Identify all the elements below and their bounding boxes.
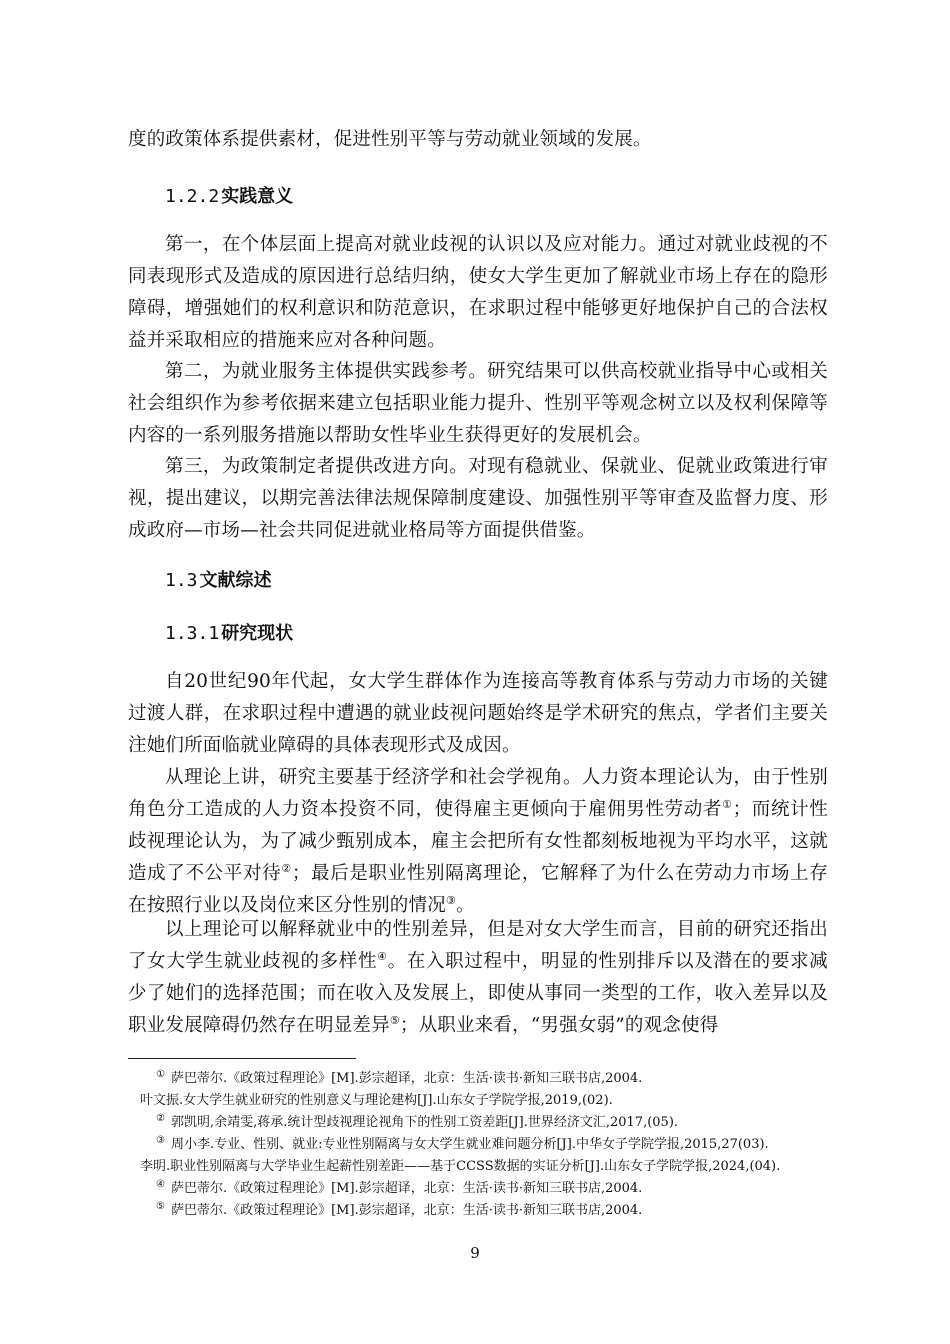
- section-heading-1-3-1: [165, 619, 293, 645]
- section-number: 1.3: [165, 570, 198, 591]
- paragraph-research-intro: 自20世纪90年代起，女大学生群体作为连接高等教育体系与劳动力市场的关键过渡人群，在求职过程中遭遇的就业歧视问题始终是学术研究的焦点，学者们主要关注她们所面临就业障碍的具体表现形式及成因。: [128, 671, 828, 756]
- footnote-ref[interactable]: ④: [377, 949, 388, 963]
- paragraph-third: 第三，为政策制定者提供改进方向。对现有稳就业、保就业、促就业政策进行审视，提出建议，以期完善法律法规保障制度建设、加强性别平等审查及监督力度、形成政府—市场—社会共同促进就业格局等方面提供借鉴。: [128, 456, 828, 541]
- footnote-mark: ⑤: [156, 1200, 165, 1212]
- text-run: ；从职业来看，“男强女弱”的观念使得: [399, 1015, 719, 1036]
- footnote-item: [140, 1090, 860, 1112]
- footnote-text: 叶文振.女大学生就业研究的性别意义与理论建构[J].山东女子学院学报,2019,(02).: [140, 1093, 613, 1108]
- text-run: ；最后是职业性别隔离理论，它解释了为什么在劳动力市场上存在按照行业以及岗位来区分性别的情况: [128, 863, 829, 916]
- footnote-item: [140, 1200, 860, 1222]
- text-run: 以上理论可以解释就业中的性别差异，但是对女大学生而言，目前的研究还指出了女大学生就业歧视的多样性: [128, 919, 828, 972]
- footnote-list: [140, 1068, 860, 1222]
- text-run: 。在入职过程中，明显的性别排斥以及潜在的要求减少了她们的选择范围；而在收入及发展上，即使从事同一类型的工作，收入差异以及职业发展障碍仍然存在明显差异: [128, 951, 828, 1036]
- section-heading-1-3: [165, 566, 272, 592]
- paragraph-theory: [128, 762, 828, 922]
- footnote-item: [140, 1112, 860, 1134]
- section-number: 1.3.1: [165, 623, 220, 644]
- footnote-item: [140, 1156, 860, 1178]
- footnote-text: 萨巴蒂尔.《政策过程理论》[M].彭宗超译，北京：生活·读书·新知三联书店,2004.: [170, 1203, 643, 1218]
- footnote-mark: ③: [156, 1134, 165, 1146]
- section-title: 研究现状: [221, 623, 294, 644]
- footnote-mark: ②: [156, 1112, 165, 1124]
- section-title: 实践意义: [221, 186, 294, 207]
- section-number: 1.2.2: [165, 186, 220, 207]
- footnote-ref[interactable]: ①: [722, 797, 733, 811]
- footnote-item: [140, 1178, 860, 1200]
- paragraph-continuation: 度的政策体系提供素材，促进性别平等与劳动就业领域的发展。: [128, 129, 652, 150]
- footnote-ref[interactable]: ②: [281, 861, 292, 875]
- footnote-item: [140, 1134, 860, 1156]
- footnote-text: 萨巴蒂尔.《政策过程理论》[M].彭宗超译，北京：生活·读书·新知三联书店,2004.: [170, 1181, 643, 1196]
- footnote-ref[interactable]: ⑤: [389, 1013, 400, 1027]
- paragraph-first: 第一，在个体层面上提高对就业歧视的认识以及应对能力。通过对就业歧视的不同表现形式及造成的原因进行总结归纳，使女大学生更加了解就业市场上存在的隐形障碍，增强她们的权利意识和防范意识，在求职过程中能够更好地保护自己的合法权益并采取相应的措施来应对各种问题。: [128, 234, 828, 351]
- paragraph-diversity: [128, 914, 828, 1042]
- footnote-item: [140, 1068, 860, 1090]
- section-title: 文献综述: [199, 570, 272, 591]
- footnote-text: 萨巴蒂尔.《政策过程理论》[M].彭宗超译，北京：生活·读书·新知三联书店,2004.: [170, 1071, 643, 1086]
- footnote-mark: ①: [156, 1068, 165, 1080]
- footnote-text: 李明.职业性别隔离与大学毕业生起薪性别差距——基于CCSS数据的实证分析[J].山东女子学院学报,2024,(04).: [140, 1159, 781, 1174]
- footnote-ref[interactable]: ③: [445, 893, 456, 907]
- footnote-text: 周小李.专业、性别、就业:专业性别隔离与女大学生就业难问题分析[J].中华女子学院学报,2015,27(03).: [170, 1137, 769, 1152]
- text-run: 从理论上讲，研究主要基于经济学和社会学视角。人力资本理论认为，由于性别角色分工造成的人力资本投资不同，使得雇主更倾向于雇佣男性劳动者: [128, 767, 828, 820]
- text-run: 。: [455, 895, 475, 916]
- section-heading-1-2-2: [165, 182, 293, 208]
- footnote-separator: [128, 1058, 356, 1059]
- text-run: ；而统计性歧视理论认为，为了减少甄别成本，雇主会把所有女性都刻板地视为平均水平，这就造成了不公平对待: [128, 799, 828, 884]
- paragraph-second: 第二，为就业服务主体提供实践参考。研究结果可以供高校就业指导中心或相关社会组织作为参考依据来建立包括职业能力提升、性别平等观念树立以及权利保障等内容的一系列服务措施以帮助女性毕业生获得更好的发展机会。: [128, 361, 828, 446]
- page-number: 9: [470, 1244, 480, 1262]
- footnote-mark: ④: [156, 1178, 165, 1190]
- footnote-text: 郭凯明,余靖雯,蒋承.统计型歧视理论视角下的性别工资差距[J].世界经济文汇,2017,(05).: [170, 1115, 679, 1130]
